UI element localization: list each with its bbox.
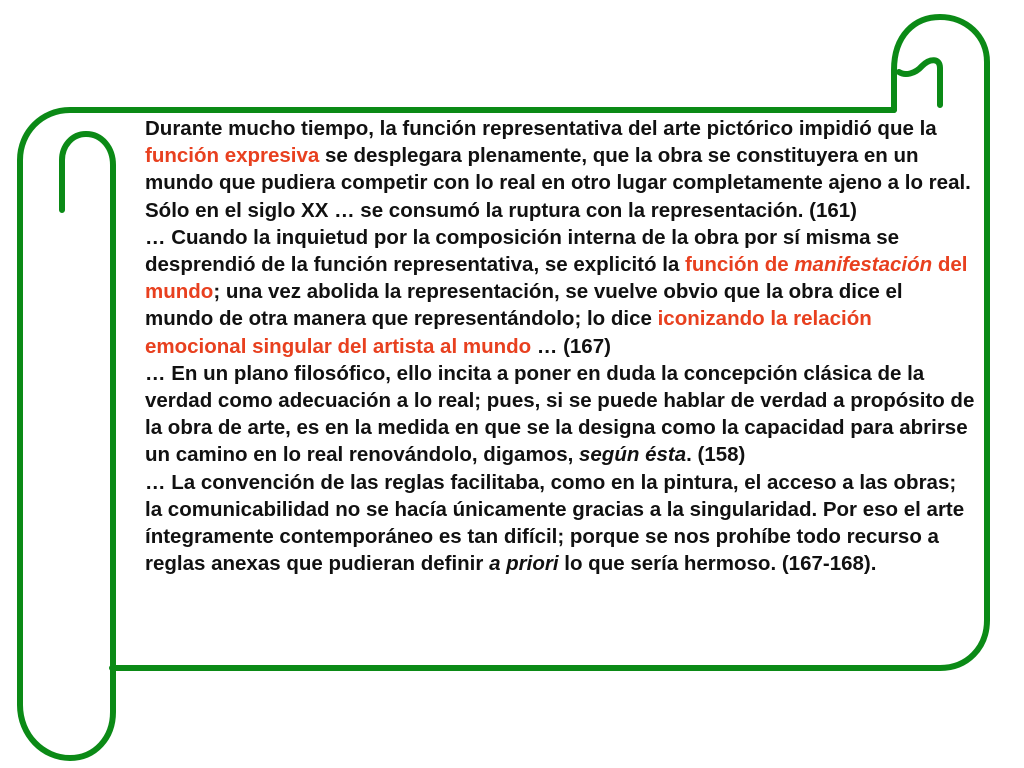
italic-text: según ésta xyxy=(579,443,687,467)
scroll-top-right-curl-inner xyxy=(899,60,940,105)
paragraph xyxy=(145,224,975,360)
paragraph xyxy=(145,115,975,224)
text-segment: … (167) xyxy=(531,334,611,358)
highlighted-text: manifestación xyxy=(794,253,933,277)
highlighted-text: función expresiva xyxy=(145,144,320,168)
scroll-left-curl xyxy=(62,134,113,670)
text-segment: lo que sería hermoso. (167-168). xyxy=(558,552,877,576)
paragraph xyxy=(145,360,975,469)
scroll-bottom-right xyxy=(112,620,987,668)
text-segment: … En un plano filosófico, ello incita a poner en duda la concepción clásica de la verdad como adecuación a lo real; pues, si se puede hablar de verdad a propósito de la obra de arte, es en la medida en que se la designa como la capacidad para abrirse un camino en lo real renovándolo, digamos, xyxy=(145,361,975,467)
text-segment: se desplegara plenamente, que la obra se constituyera en un mundo que pudiera competir con lo real en otro lugar completamente ajeno a lo real. Sólo en el siglo XX … se consumó la ruptura con la representación. (161) xyxy=(145,144,971,222)
quote-text xyxy=(145,115,975,577)
highlighted-text: función de xyxy=(685,253,795,277)
text-segment: … La convención de las reglas facilitaba, como en la pintura, el acceso a las obras; la comunicabilidad no se hacía únicamente gracias a la singularidad. Por eso el arte íntegramente contemporáneo es tan difícil; porque se nos prohíbe todo recurso a reglas anexas que pudieran definir xyxy=(145,470,965,576)
text-segment: Durante mucho tiempo, la función representativa del arte pictórico impidió que la xyxy=(145,117,937,140)
highlighted-text: iconizando la relación emocional singular del artista al mundo xyxy=(145,307,872,358)
italic-text: a priori xyxy=(489,552,559,576)
text-segment: ; una vez abolida la representación, se vuelve obvio que la obra dice el mundo de otra manera que representándolo; lo dice xyxy=(145,280,903,331)
scroll-left-roll xyxy=(20,110,113,758)
highlighted-text: del mundo xyxy=(145,253,968,304)
text-segment: . (158) xyxy=(686,443,746,467)
paragraph xyxy=(145,469,975,578)
text-segment: … Cuando la inquietud por la composición interna de la obra por sí misma se desprendió de la función representativa, se explicitó la xyxy=(145,225,900,277)
